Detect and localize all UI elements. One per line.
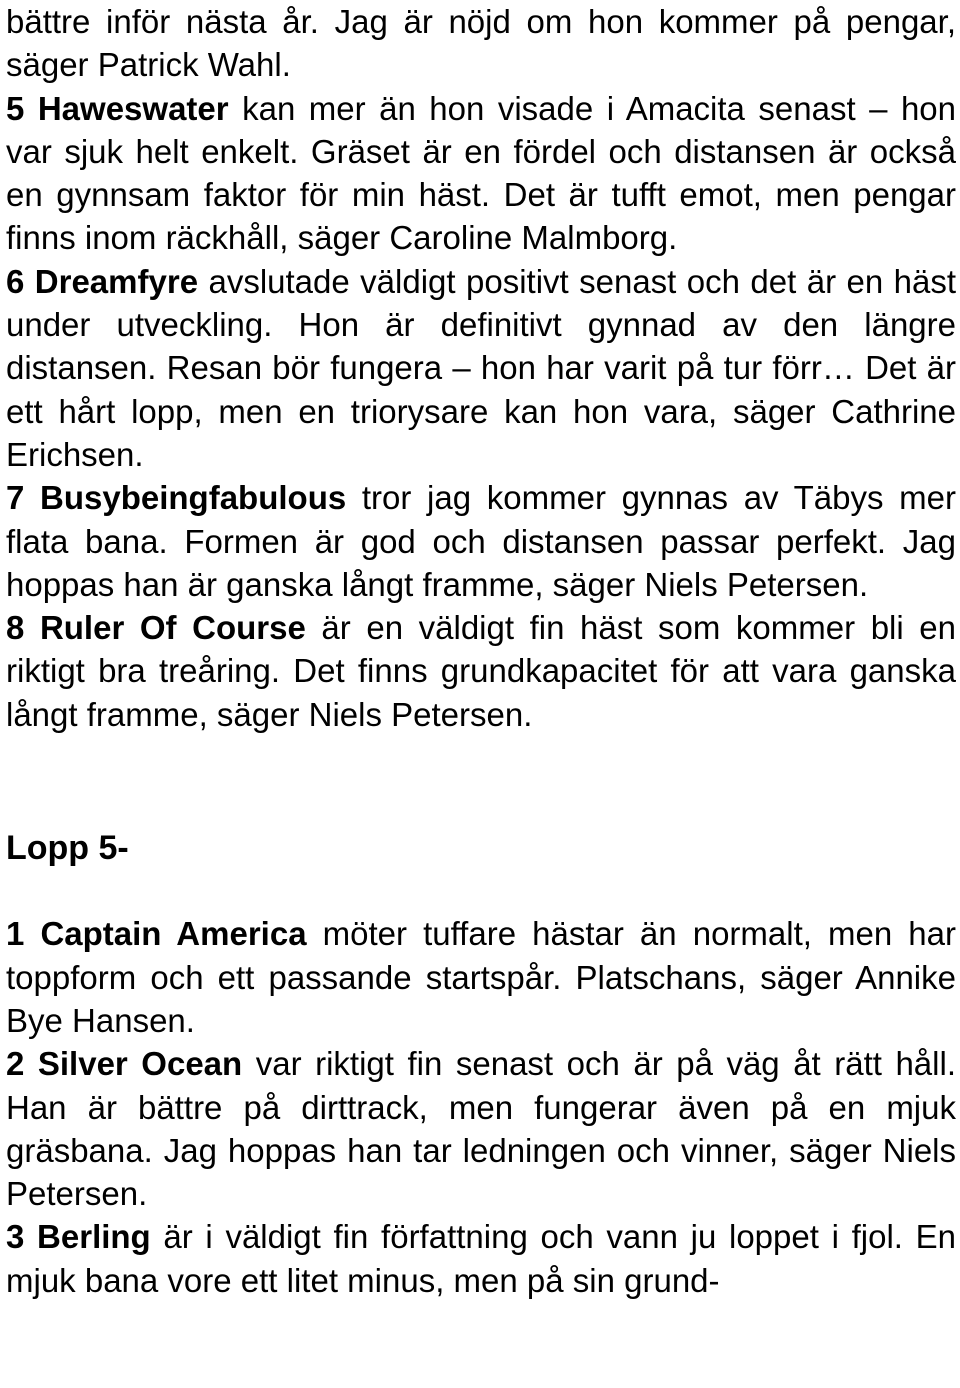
paragraph-berling: [6, 1215, 956, 1302]
paragraph-busybeingfabulous: [6, 476, 956, 606]
paragraph-text: kan mer än hon visade i Amacita senast – hon var sjuk helt enkelt. Gräset är en fördel och distansen är också en gynnsam faktor för min häst. Det är tufft emot, men pengar finns inom räckhåll, säger Caroline Malmborg.: [6, 89, 956, 257]
document-page: [6, 0, 956, 1302]
paragraph-text: bättre inför nästa år. Jag är nöjd om hon kommer på pengar, säger Patrick Wahl.: [6, 3, 956, 84]
paragraph-text: var riktigt fin senast och är på väg åt rätt håll. Han är bättre på dirttrack, men fungerar även på en mjuk gräsbana. Jag hoppas han tar ledningen och vinner, säger Niels Petersen.: [6, 1045, 956, 1213]
paragraph-text: är en väldigt fin häst som kommer bli en riktigt bra treåring. Det finns grundkapacitet för att vara ganska långt framme, säger Niels Petersen.: [6, 609, 956, 733]
horse-name: 7 Busybeingfabulous: [6, 479, 347, 517]
horse-name: 5 Haweswater: [6, 89, 229, 127]
paragraph-text: avslutade väldigt positivt senast och det är en häst under utveckling. Hon är definitivt gynnad av den längre distansen. Resan bör fungera – hon har varit på tur förr… Det är ett hårt lopp, men en triorysare kan hon vara, säger Cathrine Erichsen.: [6, 262, 957, 473]
horse-name: 3 Berling: [6, 1218, 151, 1256]
section-heading: Lopp 5-: [6, 829, 129, 868]
horse-name: 1 Captain America: [6, 915, 307, 953]
paragraph-haweswater: [6, 87, 956, 260]
spacer: [6, 736, 956, 827]
horse-name: 2 Silver Ocean: [6, 1045, 243, 1083]
horse-name: 8 Ruler Of Course: [6, 609, 306, 647]
horse-name: 6 Dreamfyre: [6, 262, 199, 300]
paragraph-text: tror jag kommer gynnas av Täbys mer flata bana. Formen är god och distansen passar perfekt. Jag hoppas han är ganska långt framme, säger Niels Petersen.: [6, 479, 956, 603]
paragraph-text: är i väldigt fin författning och vann ju loppet i fjol. En mjuk bana vore ett litet minus, men på sin grund-: [6, 1218, 957, 1299]
paragraph-text: möter tuffare hästar än normalt, men har toppform och ett passande startspår. Platschans, säger Annike Bye Hansen.: [6, 915, 956, 1039]
paragraph-dreamfyre: [6, 260, 956, 476]
spacer: [6, 870, 956, 912]
paragraph-ruler-of-course: [6, 606, 956, 736]
paragraph-intro: [6, 0, 956, 87]
paragraph-silver-ocean: [6, 1042, 956, 1215]
paragraph-captain-america: [6, 912, 956, 1042]
